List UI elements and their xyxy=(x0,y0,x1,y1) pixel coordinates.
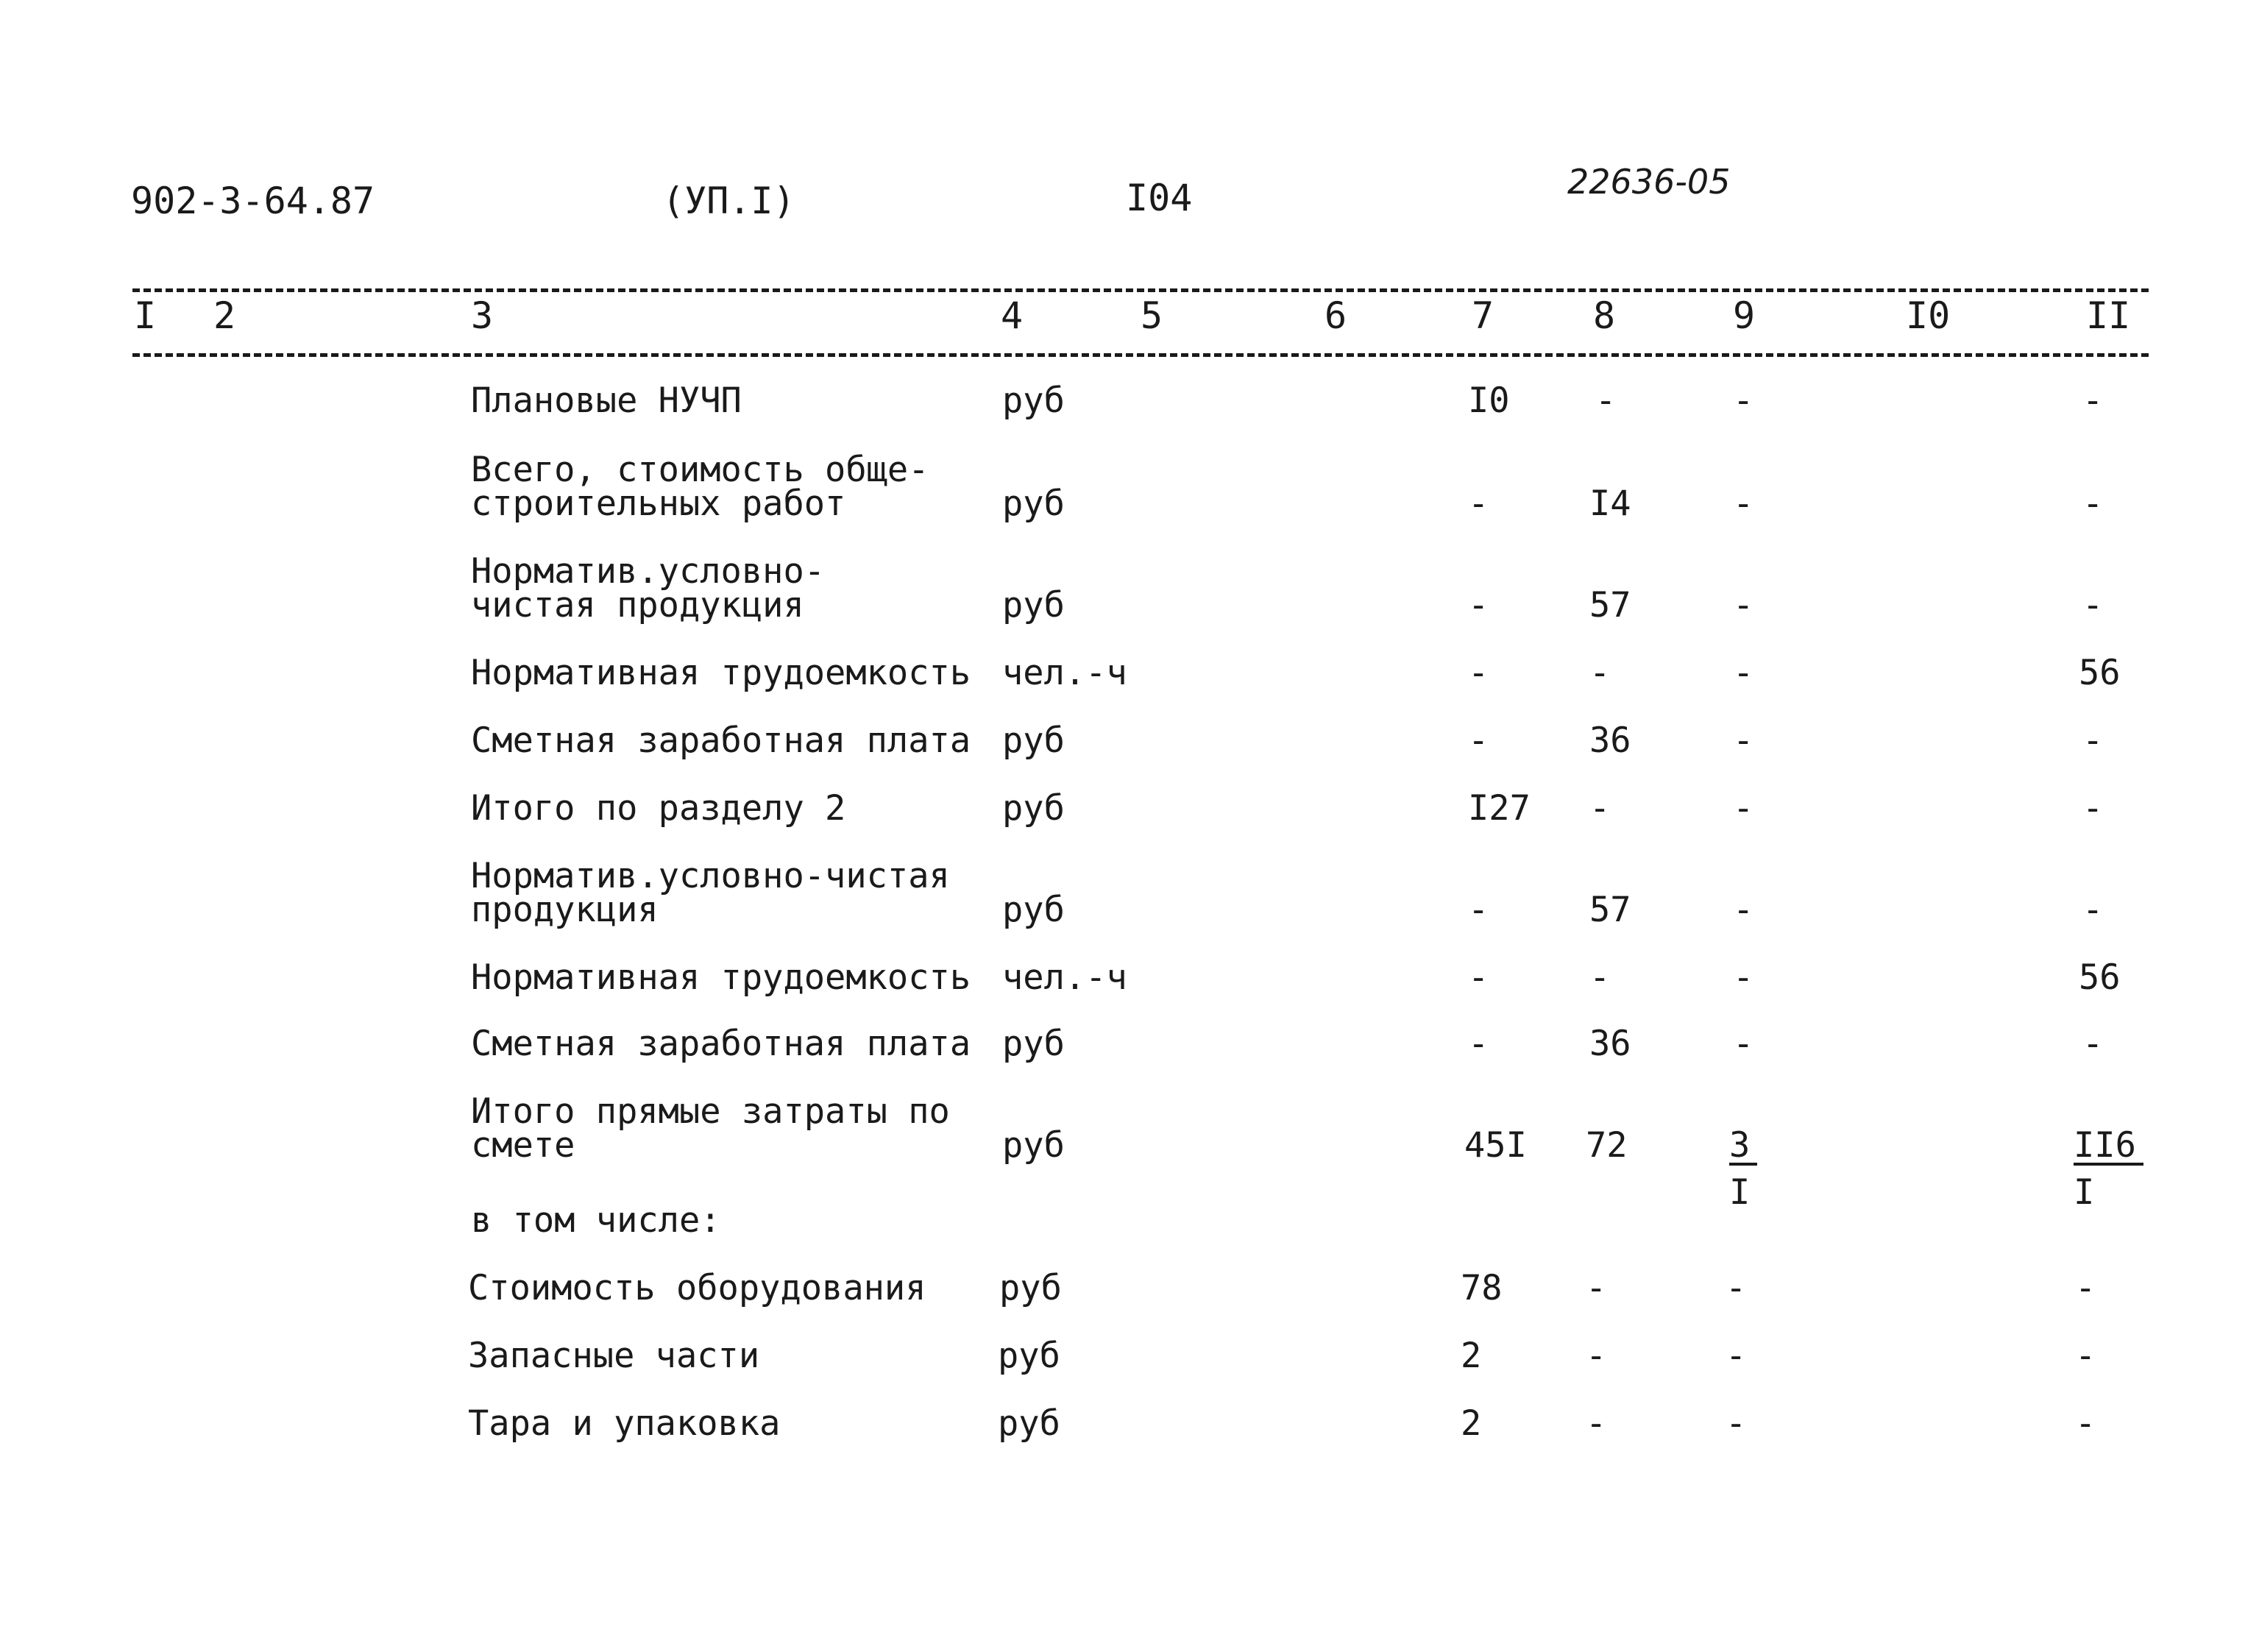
column-header-5: 5 xyxy=(1141,294,1163,337)
column-header-9: 9 xyxy=(1733,294,1756,337)
row-unit: руб xyxy=(998,1336,1060,1376)
col9-value: - xyxy=(1733,1024,1754,1064)
col11-value: - xyxy=(2082,1024,2104,1064)
fraction-denominator: I xyxy=(2074,1172,2095,1213)
table-row xyxy=(0,653,2259,693)
row-label: Стоимость оборудования xyxy=(468,1268,926,1308)
col8-value: - xyxy=(1586,1336,1607,1376)
col11-value: 56 xyxy=(2079,957,2121,998)
col7-value: 2 xyxy=(1461,1336,1482,1376)
fraction-denominator: I xyxy=(1729,1172,1751,1213)
col7-value: - xyxy=(1468,720,1489,761)
col11-value: - xyxy=(2082,380,2104,421)
table-row xyxy=(0,1091,2259,1213)
col9-value: - xyxy=(1733,890,1754,930)
row-unit: руб xyxy=(1002,720,1065,761)
table-row xyxy=(0,957,2259,998)
table-row xyxy=(0,1024,2259,1064)
section-code: (УП.I) xyxy=(662,180,795,222)
row-label: Запасные части xyxy=(468,1336,760,1376)
col9-value: - xyxy=(1733,380,1754,421)
row-unit: чел.-ч xyxy=(1002,957,1127,998)
col7-value: - xyxy=(1468,957,1489,998)
col9-value: - xyxy=(1733,585,1754,625)
row-unit: руб xyxy=(1002,1024,1065,1064)
table-row xyxy=(0,720,2259,761)
column-header-6: 6 xyxy=(1324,294,1347,337)
col8-value: - xyxy=(1586,1403,1607,1444)
col9-value: - xyxy=(1726,1403,1747,1444)
column-header-4: 4 xyxy=(1001,294,1024,337)
col7-value: - xyxy=(1468,890,1489,930)
row-label: Норматив.условно-чистая продукция xyxy=(471,856,950,930)
row-unit: руб xyxy=(1002,788,1065,829)
registration-stamp: 22636-05 xyxy=(1567,162,1731,202)
row-label: Нормативная трудоемкость xyxy=(471,653,971,693)
column-header-1: I xyxy=(134,294,157,337)
col8-value: - xyxy=(1595,380,1617,421)
col7-value: - xyxy=(1468,653,1489,693)
col9-value: - xyxy=(1733,720,1754,761)
col8-value: - xyxy=(1589,788,1611,829)
row-label: в том числе: xyxy=(471,1200,721,1241)
row-unit: руб xyxy=(1002,585,1065,625)
row-label: Норматив.условно- чистая продукция xyxy=(471,551,826,625)
col7-value: - xyxy=(1468,585,1489,625)
col8-value: 57 xyxy=(1589,585,1631,625)
column-header-2: 2 xyxy=(213,294,236,337)
col8-value: 36 xyxy=(1589,1024,1631,1064)
col9-value: - xyxy=(1726,1336,1747,1376)
row-unit: руб xyxy=(1002,890,1065,930)
col7-value: 2 xyxy=(1461,1403,1482,1444)
col9-value: - xyxy=(1726,1268,1747,1308)
row-label: Тара и упаковка xyxy=(468,1403,781,1444)
col11-value: - xyxy=(2082,788,2104,829)
column-header-8: 8 xyxy=(1593,294,1616,337)
row-unit: руб xyxy=(999,1268,1062,1308)
col7-value: I27 xyxy=(1468,788,1531,829)
row-label: Сметная заработная плата xyxy=(471,720,971,761)
table-row xyxy=(0,380,2259,421)
fraction-numerator: II6 xyxy=(2074,1129,2143,1166)
col8-value: - xyxy=(1589,653,1611,693)
row-label: Всего, стоимость обще- строительных работ xyxy=(471,450,929,524)
document-code: 902-3-64.87 xyxy=(131,180,375,222)
column-header-3: 3 xyxy=(471,294,494,337)
page-number: I04 xyxy=(1126,177,1193,219)
row-unit: руб xyxy=(1002,1125,1065,1166)
col7-value: - xyxy=(1468,483,1489,524)
col11-fraction xyxy=(2074,1125,2143,1213)
col7-value: - xyxy=(1468,1024,1489,1064)
col7-value: 78 xyxy=(1461,1268,1503,1308)
table-row xyxy=(0,1403,2259,1444)
header-bottom-rule xyxy=(132,353,2149,357)
col9-value: - xyxy=(1733,957,1754,998)
col11-value: - xyxy=(2075,1403,2096,1444)
row-unit: чел.-ч xyxy=(1002,653,1127,693)
column-header-11: II xyxy=(2086,294,2131,337)
column-header-10: I0 xyxy=(1906,294,1951,337)
col9-value: - xyxy=(1733,788,1754,829)
row-unit: руб xyxy=(1002,483,1065,524)
col7-value: 45I xyxy=(1464,1125,1527,1166)
col8-value: I4 xyxy=(1589,483,1631,524)
table-row xyxy=(0,788,2259,829)
table-row xyxy=(0,1200,2259,1241)
row-label: Итого прямые затраты по смете xyxy=(471,1091,950,1166)
row-label: Итого по разделу 2 xyxy=(471,788,846,829)
fraction-numerator: 3 xyxy=(1729,1129,1757,1166)
col11-value: - xyxy=(2082,483,2104,524)
col8-value: 57 xyxy=(1589,890,1631,930)
col8-value: - xyxy=(1586,1268,1607,1308)
col9-value: - xyxy=(1733,483,1754,524)
table-row xyxy=(0,856,2259,930)
col11-value: 56 xyxy=(2079,653,2121,693)
header-top-rule xyxy=(132,288,2149,292)
col9-value: - xyxy=(1733,653,1754,693)
column-header-7: 7 xyxy=(1472,294,1494,337)
col11-value: - xyxy=(2082,585,2104,625)
row-label: Сметная заработная плата xyxy=(471,1024,971,1064)
row-unit: руб xyxy=(1002,380,1065,421)
table-row xyxy=(0,551,2259,625)
col8-value: 72 xyxy=(1586,1125,1628,1166)
row-unit: руб xyxy=(998,1403,1060,1444)
table-row xyxy=(0,450,2259,524)
col11-value: - xyxy=(2082,890,2104,930)
col9-fraction xyxy=(1729,1125,1757,1213)
col8-value: 36 xyxy=(1589,720,1631,761)
col7-value: I0 xyxy=(1468,380,1510,421)
col11-value: - xyxy=(2082,720,2104,761)
row-label: Нормативная трудоемкость xyxy=(471,957,971,998)
row-label: Плановые НУЧП xyxy=(471,380,742,421)
table-row xyxy=(0,1336,2259,1376)
col8-value: - xyxy=(1589,957,1611,998)
col11-value: - xyxy=(2075,1336,2096,1376)
col11-value: - xyxy=(2075,1268,2096,1308)
